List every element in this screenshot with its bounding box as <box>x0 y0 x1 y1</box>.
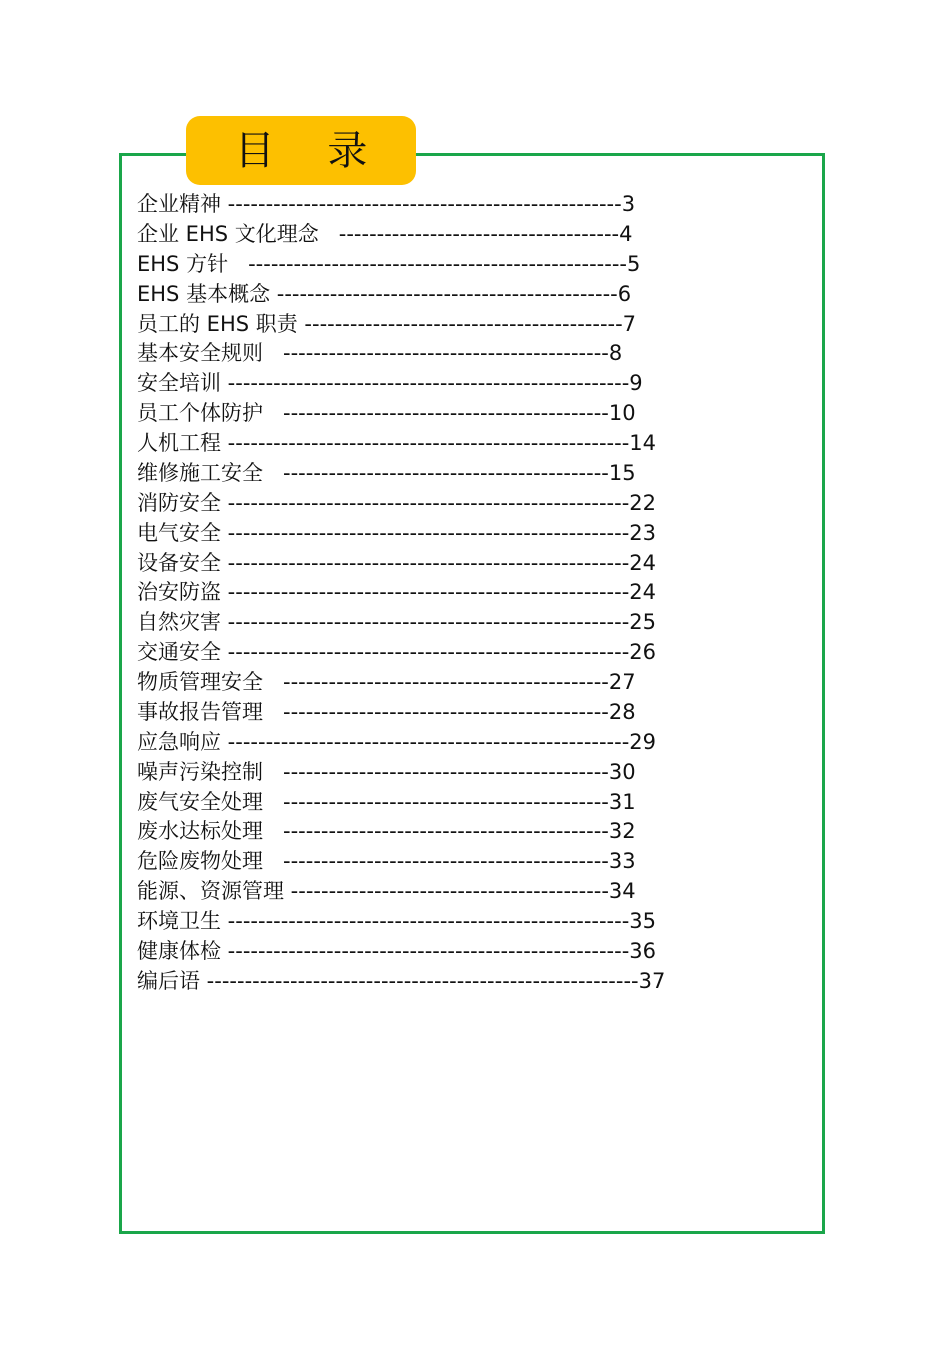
toc-entry-text: 环境卫生 -----------------------------------------------------35 <box>137 909 657 933</box>
page-title: 目 录 <box>234 127 388 174</box>
toc-entry-text: 维修施工安全 -------------------------------------------15 <box>137 460 636 485</box>
table-of-contents <box>137 190 665 997</box>
toc-entry[interactable] <box>137 877 665 907</box>
toc-entry[interactable] <box>137 728 665 758</box>
title-tab <box>186 116 416 185</box>
toc-entry-text: 安全培训 -----------------------------------------------------9 <box>137 371 643 396</box>
toc-entry[interactable] <box>137 668 665 698</box>
toc-entry-text: 基本安全规则 -------------------------------------------8 <box>137 341 623 366</box>
toc-entry[interactable] <box>137 369 665 399</box>
toc-entry-text: 自然灾害 -----------------------------------------------------25 <box>137 610 657 635</box>
toc-entry-text: 设备安全 -----------------------------------------------------24 <box>137 550 657 575</box>
toc-entry-text: 员工的 EHS 职责 ------------------------------------------7 <box>137 311 637 336</box>
toc-entry-text: 人机工程 -----------------------------------------------------14 <box>137 431 657 455</box>
toc-entry[interactable] <box>137 220 665 250</box>
toc-entry-text: 企业 EHS 文化理念 -------------------------------------4 <box>137 221 633 246</box>
toc-entry[interactable] <box>137 608 665 638</box>
toc-entry[interactable] <box>137 399 665 429</box>
toc-entry-text: 废水达标处理 -------------------------------------------32 <box>137 819 636 844</box>
toc-entry-text: 员工个体防护 -------------------------------------------10 <box>137 401 636 426</box>
toc-entry[interactable] <box>137 549 665 579</box>
toc-entry[interactable] <box>137 698 665 728</box>
toc-entry[interactable] <box>137 459 665 489</box>
toc-entry[interactable] <box>137 190 665 220</box>
toc-entry-text: 消防安全 -----------------------------------------------------22 <box>137 490 657 515</box>
toc-entry-text: 电气安全 -----------------------------------------------------23 <box>137 520 657 545</box>
toc-entry[interactable] <box>137 907 665 937</box>
toc-entry-text: 企业精神 ----------------------------------------------------3 <box>137 192 636 216</box>
toc-entry-text: 噪声污染控制 -------------------------------------------30 <box>137 759 636 784</box>
toc-entry[interactable] <box>137 280 665 310</box>
toc-entry-text: 能源、资源管理 ------------------------------------------34 <box>137 879 636 904</box>
toc-entry[interactable] <box>137 817 665 847</box>
toc-entry[interactable] <box>137 578 665 608</box>
toc-entry[interactable] <box>137 788 665 818</box>
toc-entry-text: 危险废物处理 -------------------------------------------33 <box>137 849 636 874</box>
toc-entry[interactable] <box>137 847 665 877</box>
toc-entry[interactable] <box>137 519 665 549</box>
toc-entry-text: 事故报告管理 -------------------------------------------28 <box>137 699 636 724</box>
toc-entry-text: 物质管理安全 -------------------------------------------27 <box>137 670 636 694</box>
toc-entry-text: EHS 方针 --------------------------------------------------5 <box>137 251 641 276</box>
toc-entry[interactable] <box>137 310 665 340</box>
toc-entry[interactable] <box>137 638 665 668</box>
toc-entry-text: EHS 基本概念 ---------------------------------------------6 <box>137 281 632 306</box>
toc-entry[interactable] <box>137 339 665 369</box>
toc-entry[interactable] <box>137 937 665 967</box>
toc-entry[interactable] <box>137 758 665 788</box>
toc-entry-text: 废气安全处理 -------------------------------------------31 <box>137 789 636 814</box>
toc-entry[interactable] <box>137 429 665 459</box>
toc-entry-text: 健康体检 -----------------------------------------------------36 <box>137 938 657 963</box>
toc-entry-text: 交通安全 -----------------------------------------------------26 <box>137 640 657 665</box>
toc-entry[interactable] <box>137 967 665 997</box>
toc-entry-text: 应急响应 -----------------------------------------------------29 <box>137 729 657 754</box>
toc-entry-text: 治安防盗 -----------------------------------------------------24 <box>137 580 657 605</box>
toc-entry[interactable] <box>137 489 665 519</box>
toc-entry-text: 编后语 ---------------------------------------------------------37 <box>137 968 666 993</box>
toc-entry[interactable] <box>137 250 665 280</box>
